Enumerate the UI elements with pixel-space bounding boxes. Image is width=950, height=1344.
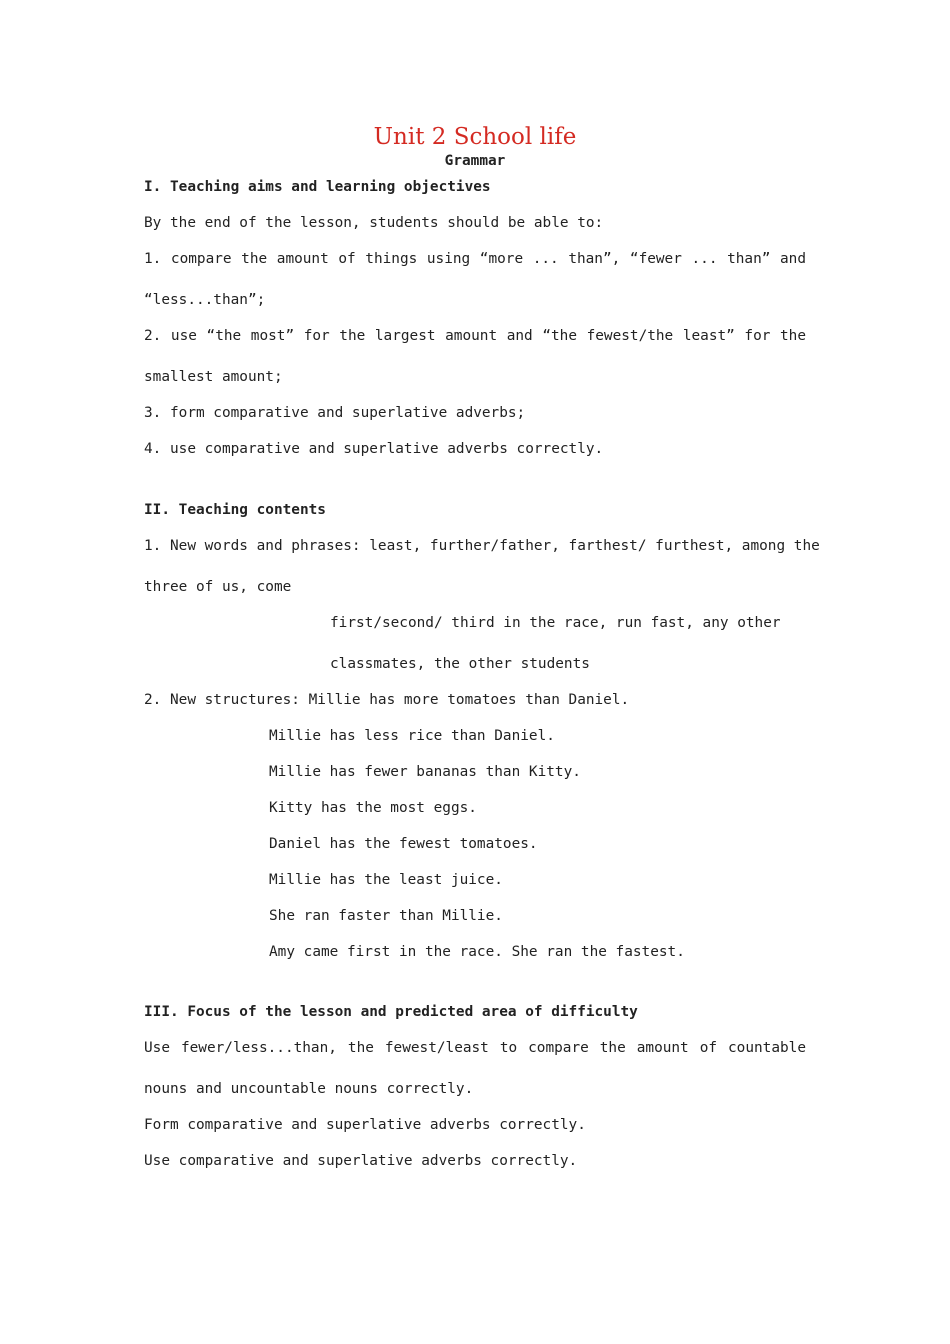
focus-item-1-cont: nouns and uncountable nouns correctly. [144,1081,474,1097]
structure-line-6: She ran faster than Millie. [269,908,503,924]
focus-item-2: Form comparative and superlative adverbs correctly. [144,1117,586,1133]
structure-line-7: Amy came first in the race. She ran the fastest. [269,944,685,960]
structure-line-5: Millie has the least juice. [269,872,503,888]
structure-line-3: Kitty has the most eggs. [269,800,477,816]
new-words-line-1: 1. New words and phrases: least, further/father, farthest/ furthest, among the [144,538,820,554]
structure-line-0: 2. New structures: Millie has more tomatoes than Daniel. [144,692,630,708]
section-heading-aims: I. Teaching aims and learning objectives [144,179,491,195]
section-heading-contents: II. Teaching contents [144,502,326,518]
focus-item-1: Use fewer/less...than, the fewest/least to compare the amount of countable [144,1040,806,1056]
new-words-line-3: first/second/ third in the race, run fast, any other [330,615,781,631]
aim-item-2: 2. use “the most” for the largest amount and “the fewest/the least” for the [144,328,806,344]
page-title: Unit 2 School life [373,124,577,150]
structure-line-2: Millie has fewer bananas than Kitty. [269,764,581,780]
new-words-line-2: three of us, come [144,579,292,595]
new-words-line-4: classmates, the other students [330,656,590,672]
aim-item-1-cont: “less...than”; [144,292,266,308]
aims-intro: By the end of the lesson, students should be able to: [144,215,604,231]
aim-item-1: 1. compare the amount of things using “more ... than”, “fewer ... than” and [144,251,806,267]
aim-item-2-cont: smallest amount; [144,369,283,385]
focus-item-3: Use comparative and superlative adverbs correctly. [144,1153,578,1169]
aim-item-4: 4. use comparative and superlative adverbs correctly. [144,441,604,457]
aim-item-3: 3. form comparative and superlative adverbs; [144,405,526,421]
structure-line-1: Millie has less rice than Daniel. [269,728,555,744]
section-heading-focus: III. Focus of the lesson and predicted area of difficulty [144,1004,638,1020]
structure-line-4: Daniel has the fewest tomatoes. [269,836,538,852]
page-subtitle: Grammar [444,153,506,169]
